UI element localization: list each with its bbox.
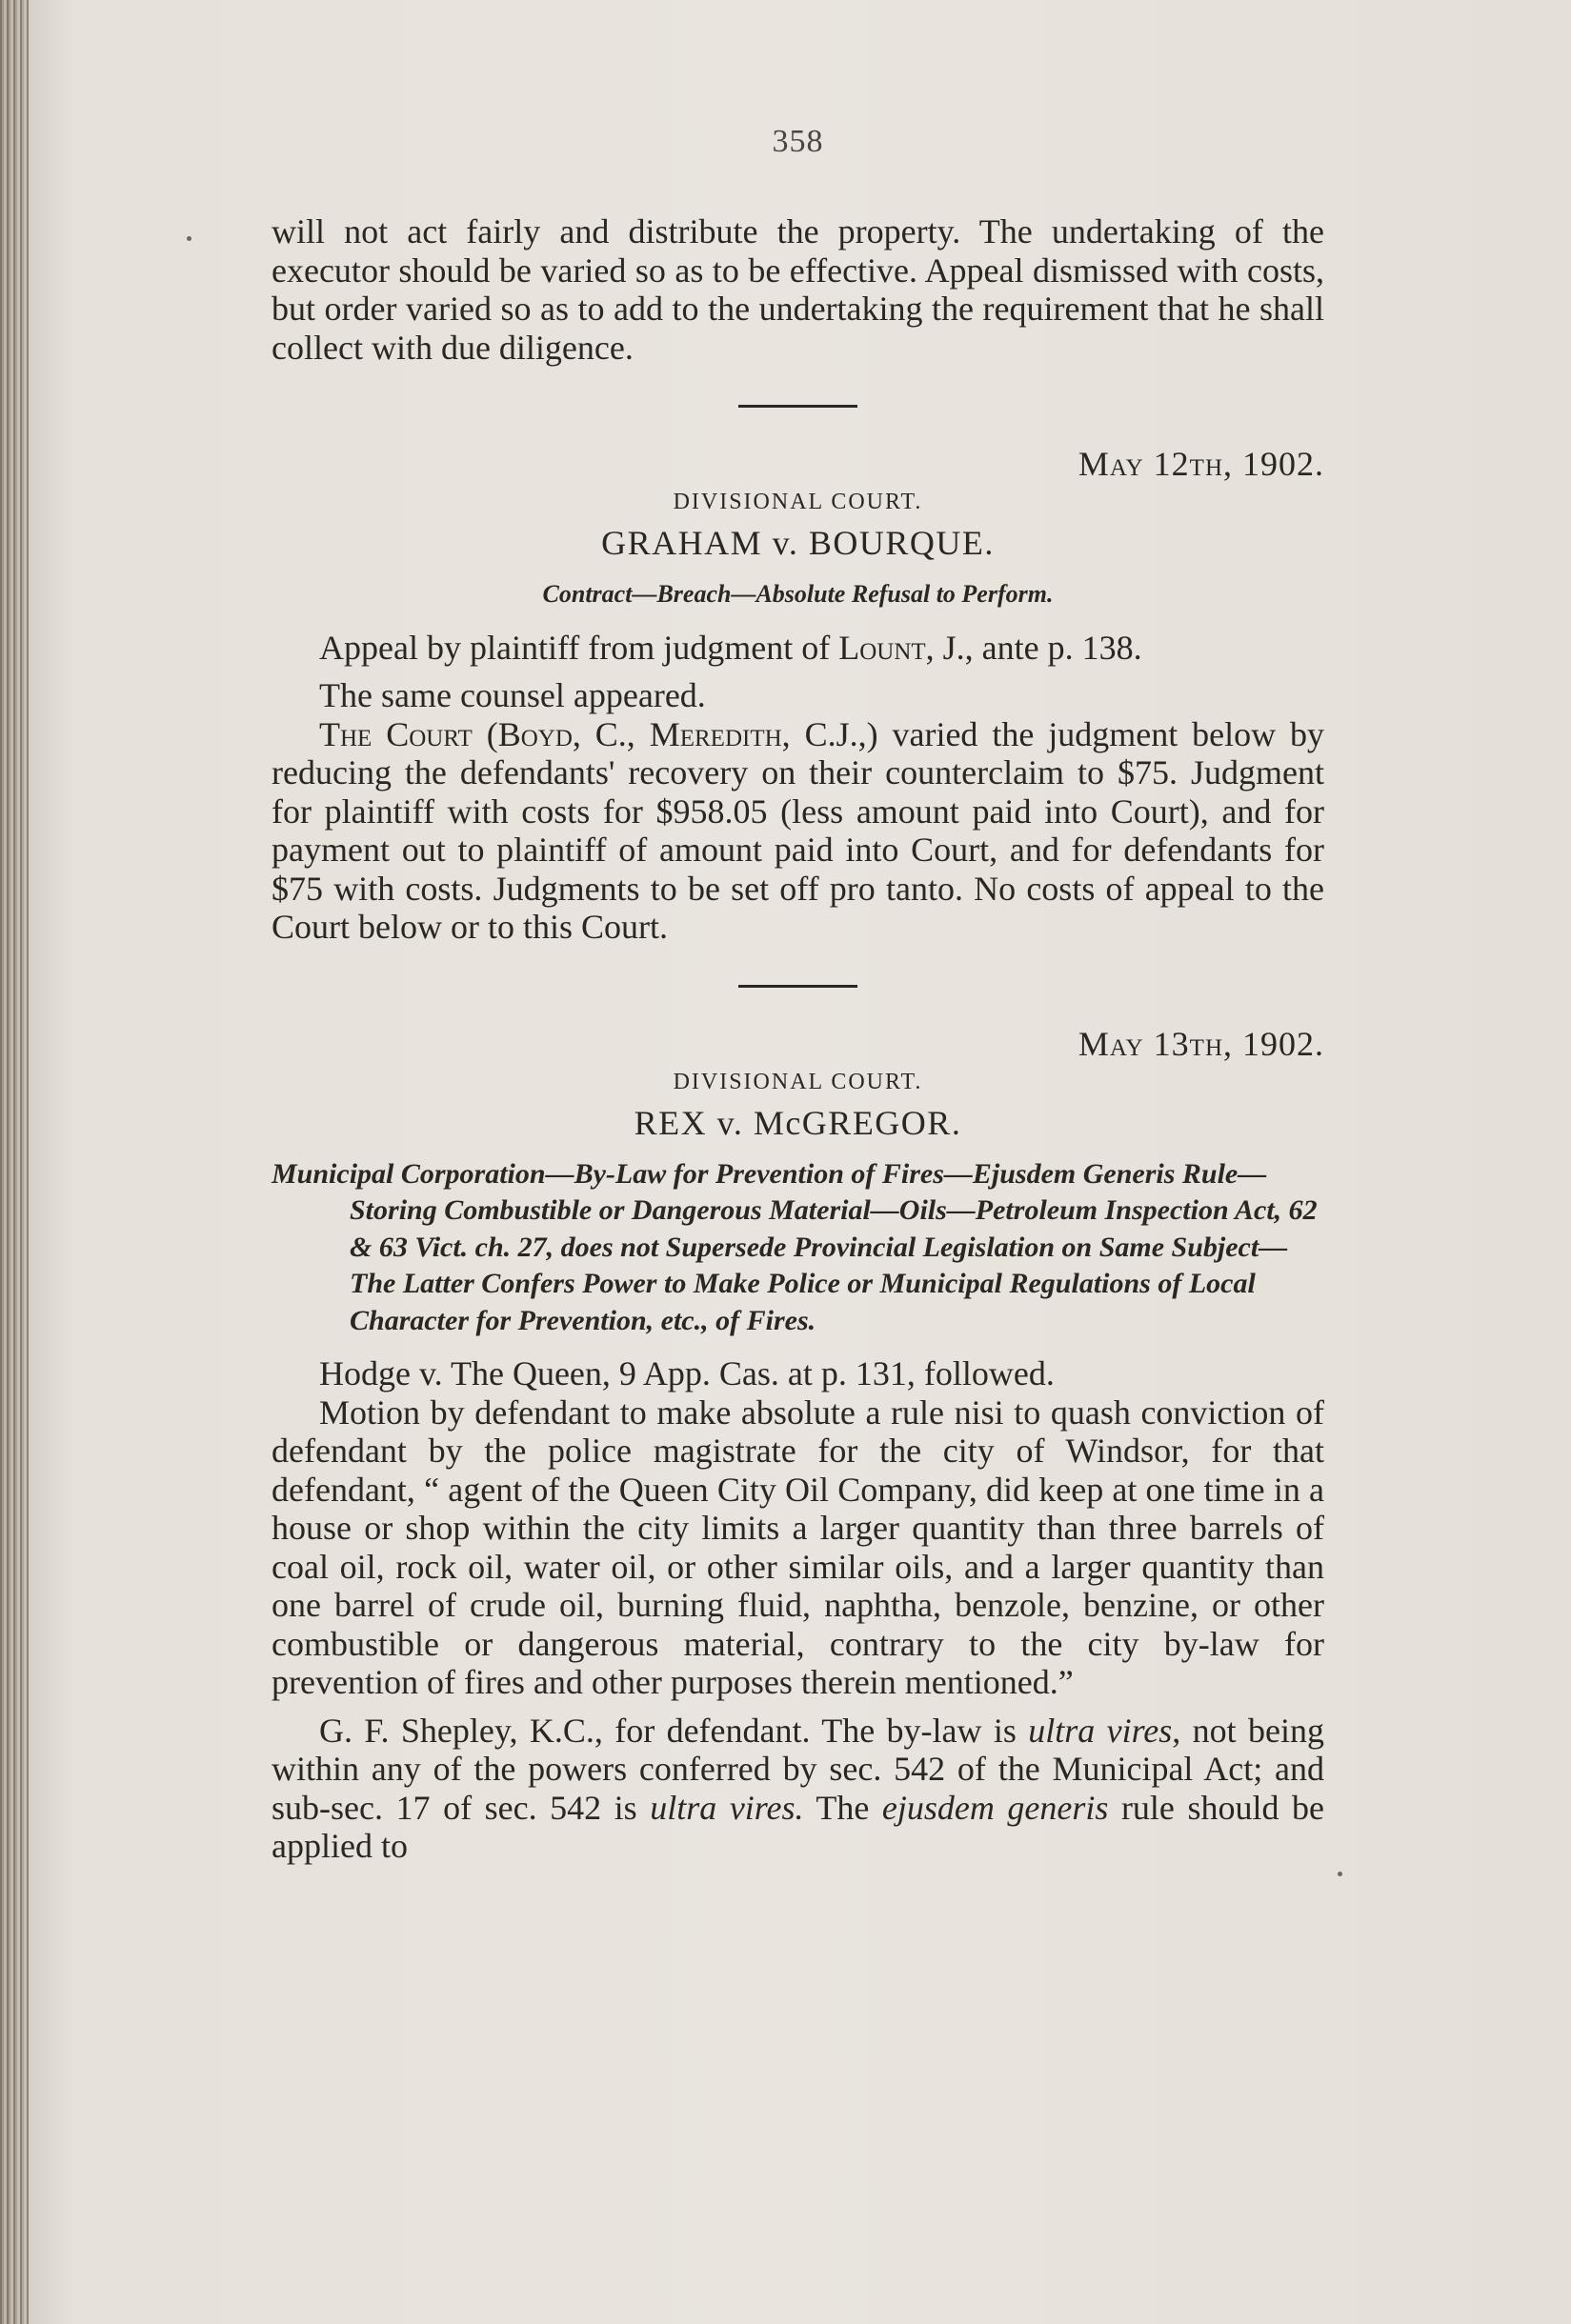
section-divider <box>738 985 857 988</box>
italic-phrase: ejusdem generis <box>881 1788 1109 1827</box>
text-run: G. F. Shepley, K.C., for defendant. The by-law is <box>319 1711 1029 1750</box>
court-reference: The Court <box>319 714 473 753</box>
court-name: DIVISIONAL COURT. <box>673 1069 923 1094</box>
italic-phrase: ultra vires <box>1028 1711 1173 1750</box>
case-paragraph <box>272 715 1324 947</box>
text-run: The <box>803 1788 882 1827</box>
case-title: REX v. McGREGOR. <box>634 1103 962 1142</box>
continuation-paragraph: will not act fairly and distribute the property. The undertaking of the executor should be varied so as to be effective. Appeal dismissed with costs, but order varied so as to add to the undertaking the requirement that he shall collect with due diligence. <box>272 212 1324 367</box>
date-month: May <box>1078 1024 1144 1063</box>
date-month: May <box>1078 445 1144 483</box>
text-run: , not being within any of the powers conferred by sec. 542 of the Municipal Act; and sub-sec. 17 of sec. 542 is <box>272 1711 1325 1827</box>
case-headnote: Contract—Breach—Absolute Refusal to Perform. <box>542 580 1054 608</box>
date-year: , 1902. <box>1223 445 1324 483</box>
judge-name: Lount <box>838 628 926 667</box>
text-run: , C., <box>572 714 650 753</box>
page-speck <box>187 236 191 241</box>
court-name: DIVISIONAL COURT. <box>673 490 923 514</box>
case-paragraph <box>272 629 1324 668</box>
case-date <box>272 1024 1324 1064</box>
case-graham-v-bourque <box>272 444 1324 947</box>
date-day: 12th <box>1153 445 1223 483</box>
judge-name: Meredith <box>649 714 782 753</box>
text-run: ( <box>472 714 498 753</box>
case-title: GRAHAM v. BOURQUE. <box>601 524 995 562</box>
judge-name: Boyd <box>497 714 573 753</box>
page-speck <box>1338 1872 1342 1876</box>
page-binding-edge <box>0 0 29 2324</box>
text-run: , C.J.,) varied the judgment below by reducing the defendants' recovery on their counterclaim to $75. Judgment for plaintiff with costs for $958.05 (less amount paid into Court), and for payment out to plaintiff of amount paid into Court, and for defendants for $75 with costs. Judgments to be set off pro tanto. No costs of appeal to the Court below or to this Court. <box>272 714 1324 946</box>
text-run: , J., ante p. 138. <box>925 628 1142 667</box>
page-content <box>272 124 1324 1866</box>
case-paragraph: Hodge v. The Queen, 9 App. Cas. at p. 131, followed. <box>319 1354 1055 1392</box>
case-date <box>272 444 1324 484</box>
spacer <box>272 1702 1324 1712</box>
date-day: 13th <box>1153 1024 1223 1063</box>
text-run: rule should be applied to <box>272 1788 1325 1865</box>
section-divider <box>738 405 857 408</box>
date-year: , 1902. <box>1223 1024 1324 1063</box>
case-paragraph: The same counsel appeared. <box>319 676 706 714</box>
page-number: 358 <box>772 124 824 159</box>
case-paragraph: Motion by defendant to make absolute a rule nisi to quash conviction of defendant by the police magistrate for the city of Windsor, for that defendant, “ agent of the Queen City Oil Company, did keep at one time in a house or shop within the city limits a larger quantity than three barrels of coal oil, rock oil, water oil, or other similar oils, and a larger quantity than one barrel of crude oil, burning fluid, naphtha, benzole, benzine, or other combustible or dangerous material, contrary to the city by-law for prevention of fires and other purposes therein mentioned.” <box>272 1392 1324 1701</box>
spacer <box>272 667 1324 676</box>
case-rex-v-mcgregor <box>272 1024 1324 1866</box>
case-headnote: Municipal Corporation—By-Law for Prevention of Fires—Ejusdem Generis Rule—Storing Combustible or Dangerous Material—Oils—Petroleum Inspection Act, 62 & 63 Vict. ch. 27, does not Supersede Provincial Legislation on Same Subject—The Latter Confers Power to Make Police or Municipal Regulations of Local Character for Prevention, etc., of Fires. <box>272 1157 1318 1336</box>
italic-phrase: ultra vires. <box>650 1788 804 1827</box>
text-run: Appeal by plaintiff from judgment of <box>319 628 839 667</box>
case-paragraph <box>272 1712 1324 1866</box>
